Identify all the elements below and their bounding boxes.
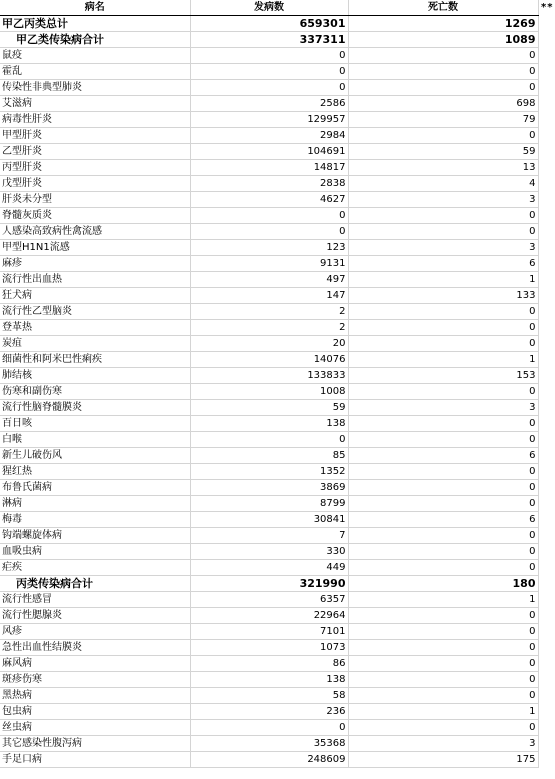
row-name: 疟疾 bbox=[0, 560, 190, 576]
row-deaths: 0 bbox=[348, 496, 538, 512]
row-name: 病毒性肝炎 bbox=[0, 112, 190, 128]
table-row bbox=[0, 400, 538, 416]
row-name: 鼠疫 bbox=[0, 48, 190, 64]
row-cases: 14817 bbox=[190, 160, 348, 176]
row-cases: 138 bbox=[190, 672, 348, 688]
table-row bbox=[0, 368, 538, 384]
corner-mark: ** bbox=[541, 2, 554, 13]
table-row bbox=[0, 592, 538, 608]
row-cases: 449 bbox=[190, 560, 348, 576]
row-name: 丝虫病 bbox=[0, 720, 190, 736]
row-name: 细菌性和阿米巴性痢疾 bbox=[0, 352, 190, 368]
table-row bbox=[0, 736, 538, 752]
table-row bbox=[0, 256, 538, 272]
row-cases: 104691 bbox=[190, 144, 348, 160]
row-cases: 8799 bbox=[190, 496, 348, 512]
class-ab-total-row bbox=[0, 32, 538, 48]
row-name: 丙类传染病合计 bbox=[0, 576, 190, 592]
row-cases: 0 bbox=[190, 64, 348, 80]
row-deaths: 1089 bbox=[348, 32, 538, 48]
row-cases: 2984 bbox=[190, 128, 348, 144]
row-cases: 1073 bbox=[190, 640, 348, 656]
row-name: 甲乙丙类总计 bbox=[0, 16, 190, 32]
row-deaths: 0 bbox=[348, 528, 538, 544]
row-cases: 35368 bbox=[190, 736, 348, 752]
row-deaths: 0 bbox=[348, 640, 538, 656]
row-deaths: 1269 bbox=[348, 16, 538, 32]
row-cases: 22964 bbox=[190, 608, 348, 624]
table-row bbox=[0, 64, 538, 80]
table-row bbox=[0, 560, 538, 576]
table-row bbox=[0, 688, 538, 704]
row-deaths: 0 bbox=[348, 432, 538, 448]
row-name: 风疹 bbox=[0, 624, 190, 640]
table-row bbox=[0, 752, 538, 768]
row-name: 霍乱 bbox=[0, 64, 190, 80]
row-deaths: 6 bbox=[348, 448, 538, 464]
row-name: 人感染高致病性禽流感 bbox=[0, 224, 190, 240]
table-row bbox=[0, 528, 538, 544]
row-deaths: 698 bbox=[348, 96, 538, 112]
table-row bbox=[0, 336, 538, 352]
row-deaths: 79 bbox=[348, 112, 538, 128]
row-cases: 123 bbox=[190, 240, 348, 256]
table-row bbox=[0, 608, 538, 624]
row-name: 流行性出血热 bbox=[0, 272, 190, 288]
row-cases: 6357 bbox=[190, 592, 348, 608]
row-deaths: 0 bbox=[348, 624, 538, 640]
row-cases: 3869 bbox=[190, 480, 348, 496]
row-cases: 0 bbox=[190, 224, 348, 240]
row-name: 麻风病 bbox=[0, 656, 190, 672]
row-cases: 14076 bbox=[190, 352, 348, 368]
row-deaths: 0 bbox=[348, 304, 538, 320]
table-row bbox=[0, 176, 538, 192]
row-cases: 20 bbox=[190, 336, 348, 352]
table-row bbox=[0, 672, 538, 688]
row-deaths: 153 bbox=[348, 368, 538, 384]
row-name: 淋病 bbox=[0, 496, 190, 512]
row-cases: 129957 bbox=[190, 112, 348, 128]
row-deaths: 3 bbox=[348, 400, 538, 416]
row-cases: 133833 bbox=[190, 368, 348, 384]
table-row bbox=[0, 128, 538, 144]
table-row bbox=[0, 464, 538, 480]
row-deaths: 180 bbox=[348, 576, 538, 592]
row-name: 急性出血性结膜炎 bbox=[0, 640, 190, 656]
row-deaths: 133 bbox=[348, 288, 538, 304]
row-deaths: 4 bbox=[348, 176, 538, 192]
row-name: 布鲁氏菌病 bbox=[0, 480, 190, 496]
row-cases: 330 bbox=[190, 544, 348, 560]
row-deaths: 0 bbox=[348, 64, 538, 80]
row-name: 钩端螺旋体病 bbox=[0, 528, 190, 544]
table-row bbox=[0, 480, 538, 496]
row-deaths: 175 bbox=[348, 752, 538, 768]
row-deaths: 0 bbox=[348, 480, 538, 496]
row-name: 伤寒和副伤寒 bbox=[0, 384, 190, 400]
row-deaths: 0 bbox=[348, 416, 538, 432]
row-name: 流行性乙型脑炎 bbox=[0, 304, 190, 320]
row-deaths: 0 bbox=[348, 320, 538, 336]
row-cases: 2 bbox=[190, 304, 348, 320]
row-name: 狂犬病 bbox=[0, 288, 190, 304]
row-cases: 0 bbox=[190, 48, 348, 64]
row-name: 肝炎未分型 bbox=[0, 192, 190, 208]
table-row bbox=[0, 704, 538, 720]
table-row bbox=[0, 432, 538, 448]
column-header-name: 病名 bbox=[0, 0, 190, 16]
row-cases: 497 bbox=[190, 272, 348, 288]
row-cases: 0 bbox=[190, 432, 348, 448]
table-row bbox=[0, 352, 538, 368]
table-row bbox=[0, 48, 538, 64]
row-name: 新生儿破伤风 bbox=[0, 448, 190, 464]
row-name: 麻疹 bbox=[0, 256, 190, 272]
table-row bbox=[0, 720, 538, 736]
row-cases: 85 bbox=[190, 448, 348, 464]
row-cases: 147 bbox=[190, 288, 348, 304]
row-deaths: 0 bbox=[348, 336, 538, 352]
table-row bbox=[0, 224, 538, 240]
row-cases: 0 bbox=[190, 720, 348, 736]
row-cases: 236 bbox=[190, 704, 348, 720]
row-deaths: 1 bbox=[348, 272, 538, 288]
row-cases: 0 bbox=[190, 208, 348, 224]
row-deaths: 0 bbox=[348, 688, 538, 704]
row-name: 梅毒 bbox=[0, 512, 190, 528]
row-deaths: 3 bbox=[348, 240, 538, 256]
row-cases: 86 bbox=[190, 656, 348, 672]
row-name: 肺结核 bbox=[0, 368, 190, 384]
row-deaths: 0 bbox=[348, 48, 538, 64]
table-row bbox=[0, 160, 538, 176]
row-deaths: 0 bbox=[348, 80, 538, 96]
row-cases: 59 bbox=[190, 400, 348, 416]
row-name: 甲乙类传染病合计 bbox=[0, 32, 190, 48]
column-header-cases: 发病数 bbox=[190, 0, 348, 16]
row-cases: 337311 bbox=[190, 32, 348, 48]
table-row bbox=[0, 512, 538, 528]
row-name: 脊髓灰质炎 bbox=[0, 208, 190, 224]
table-row bbox=[0, 624, 538, 640]
table-row bbox=[0, 448, 538, 464]
row-deaths: 0 bbox=[348, 720, 538, 736]
row-name: 斑疹伤寒 bbox=[0, 672, 190, 688]
table-row bbox=[0, 288, 538, 304]
row-deaths: 0 bbox=[348, 672, 538, 688]
table-body bbox=[0, 16, 538, 768]
row-cases: 2586 bbox=[190, 96, 348, 112]
grand-total-row bbox=[0, 16, 538, 32]
row-deaths: 1 bbox=[348, 592, 538, 608]
table-row bbox=[0, 272, 538, 288]
table-row bbox=[0, 640, 538, 656]
table-row bbox=[0, 144, 538, 160]
table-row bbox=[0, 96, 538, 112]
row-cases: 659301 bbox=[190, 16, 348, 32]
row-name: 艾滋病 bbox=[0, 96, 190, 112]
row-cases: 321990 bbox=[190, 576, 348, 592]
row-deaths: 0 bbox=[348, 560, 538, 576]
row-deaths: 1 bbox=[348, 704, 538, 720]
row-deaths: 0 bbox=[348, 656, 538, 672]
row-cases: 0 bbox=[190, 80, 348, 96]
row-deaths: 0 bbox=[348, 384, 538, 400]
row-name: 流行性脑脊髓膜炎 bbox=[0, 400, 190, 416]
row-cases: 2838 bbox=[190, 176, 348, 192]
row-cases: 58 bbox=[190, 688, 348, 704]
row-cases: 1008 bbox=[190, 384, 348, 400]
row-cases: 248609 bbox=[190, 752, 348, 768]
row-deaths: 0 bbox=[348, 208, 538, 224]
row-deaths: 3 bbox=[348, 736, 538, 752]
table-row bbox=[0, 496, 538, 512]
table-row bbox=[0, 80, 538, 96]
row-name: 丙型肝炎 bbox=[0, 160, 190, 176]
row-deaths: 0 bbox=[348, 544, 538, 560]
row-name: 传染性非典型肺炎 bbox=[0, 80, 190, 96]
row-deaths: 0 bbox=[348, 128, 538, 144]
table-row bbox=[0, 192, 538, 208]
row-name: 戊型肝炎 bbox=[0, 176, 190, 192]
row-cases: 7101 bbox=[190, 624, 348, 640]
column-header-deaths: 死亡数 bbox=[348, 0, 538, 16]
row-name: 其它感染性腹泻病 bbox=[0, 736, 190, 752]
row-cases: 4627 bbox=[190, 192, 348, 208]
row-name: 猩红热 bbox=[0, 464, 190, 480]
row-deaths: 0 bbox=[348, 608, 538, 624]
row-deaths: 0 bbox=[348, 464, 538, 480]
class-c-total-row bbox=[0, 576, 538, 592]
table-row bbox=[0, 656, 538, 672]
row-name: 黑热病 bbox=[0, 688, 190, 704]
row-cases: 2 bbox=[190, 320, 348, 336]
row-cases: 9131 bbox=[190, 256, 348, 272]
row-name: 白喉 bbox=[0, 432, 190, 448]
row-deaths: 59 bbox=[348, 144, 538, 160]
table-row bbox=[0, 304, 538, 320]
row-name: 登革热 bbox=[0, 320, 190, 336]
row-cases: 30841 bbox=[190, 512, 348, 528]
row-name: 百日咳 bbox=[0, 416, 190, 432]
table-row bbox=[0, 544, 538, 560]
header-row bbox=[0, 0, 538, 16]
row-name: 包虫病 bbox=[0, 704, 190, 720]
row-name: 炭疽 bbox=[0, 336, 190, 352]
row-name: 甲型肝炎 bbox=[0, 128, 190, 144]
row-deaths: 13 bbox=[348, 160, 538, 176]
row-name: 血吸虫病 bbox=[0, 544, 190, 560]
table-row bbox=[0, 384, 538, 400]
table-row bbox=[0, 208, 538, 224]
row-name: 乙型肝炎 bbox=[0, 144, 190, 160]
row-deaths: 0 bbox=[348, 224, 538, 240]
table-row bbox=[0, 320, 538, 336]
row-deaths: 6 bbox=[348, 512, 538, 528]
row-cases: 1352 bbox=[190, 464, 348, 480]
row-deaths: 6 bbox=[348, 256, 538, 272]
table-row bbox=[0, 112, 538, 128]
row-name: 流行性腮腺炎 bbox=[0, 608, 190, 624]
row-cases: 138 bbox=[190, 416, 348, 432]
row-cases: 7 bbox=[190, 528, 348, 544]
table-row bbox=[0, 240, 538, 256]
row-name: 手足口病 bbox=[0, 752, 190, 768]
row-deaths: 1 bbox=[348, 352, 538, 368]
table-row bbox=[0, 416, 538, 432]
row-name: 流行性感冒 bbox=[0, 592, 190, 608]
row-deaths: 3 bbox=[348, 192, 538, 208]
row-name: 甲型H1N1流感 bbox=[0, 240, 190, 256]
